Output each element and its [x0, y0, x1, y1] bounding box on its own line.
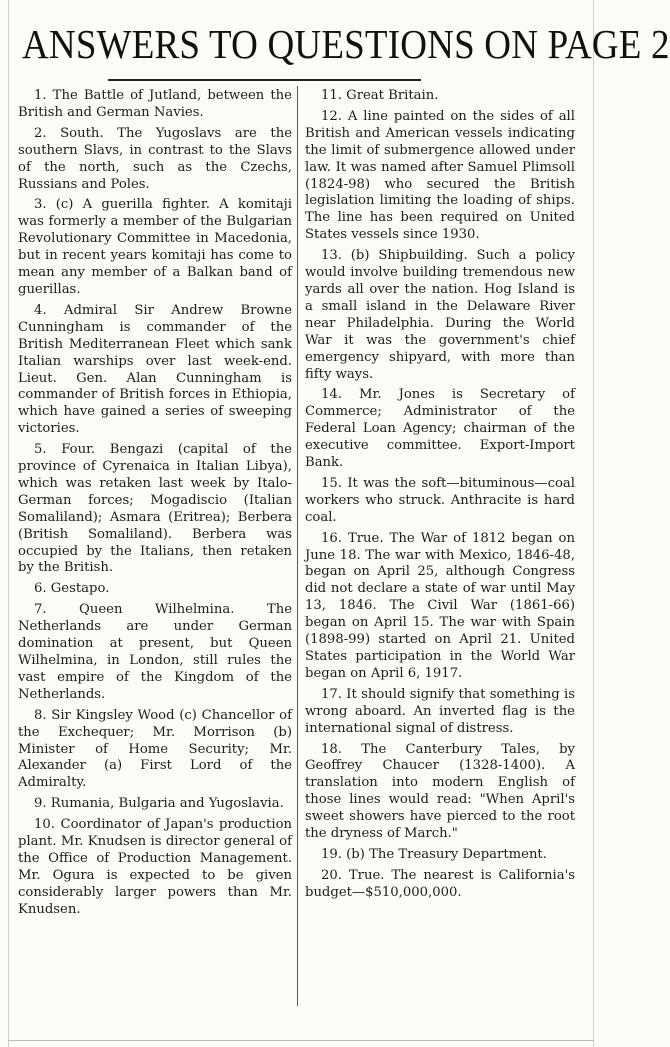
answer-6: 6. Gestapo. [34, 581, 110, 597]
answer-5: 5. Four. Bengazi (capital of the province of Cyrenaica in Italian Libya), which was retaken last week by Italo-German forces; Mogadiscio (Italian Somaliland); Asmara (Eritrea); Berbera (British Somaliland). Berbera was occupied by the Italians, then retaken by the British. [18, 442, 292, 576]
answer-17: 17. It should signify that something is wrong aboard. An inverted flag is the international signal of distress. [305, 686, 575, 736]
right-column [305, 88, 575, 906]
answer-16: 16. True. The War of 1812 began on June 18. The war with Mexico, 1846-48, began on April 25, although Congress did not declare a state of war until May 13, 1846. The Civil War (1861-66) began on April 15. The war with Spain (1898-99) started on April 21. United States participation in the World War began on April 6, 1917. [305, 530, 575, 681]
column-divider [297, 86, 298, 1006]
answer-12: 12. A line painted on the sides of all British and American vessels indicating the limit of submergence allowed under law. It was named after Samuel Plimsoll (1824-98) who secured the British legislation limiting the loading of ships. The line has been required on United States vessels since 1930. [305, 108, 575, 243]
answer-15: 15. It was the soft—bituminous—coal workers who struck. Anthracite is hard coal. [305, 475, 575, 525]
answer-13: 13. (b) Shipbuilding. Such a policy would involve building tremendous new yards all over the nation. Hog Island is a small island in the Delaware River near Philadelphia. During the World War it was the government's chief emergency shipyard, with more than fifty ways. [305, 248, 575, 382]
answer-11: 11. Great Britain. [321, 88, 439, 103]
answer-14: 14. Mr. Jones is Secretary of Commerce; Administrator of the Federal Loan Agency; chairman of the executive committee. Export-Import Bank. [305, 387, 575, 471]
answer-4: 4. Admiral Sir Andrew Browne Cunningham is commander of the British Mediterranean Fleet which sank Italian warships over last week-end. Lieut. Gen. Alan Cunningham is commander of British forces in Ethiopia, which have gained a series of sweeping victories. [18, 302, 292, 437]
left-column [18, 88, 292, 923]
answer-10: 10. Coordinator of Japan's production plant. Mr. Knudsen is director general of the Office of Production Management. Mr. Ogura is expected to be given considerably larger powers than Mr. Knudsen. [18, 817, 292, 917]
headline: ANSWERS TO QUESTIONS ON PAGE 2 [22, 22, 670, 68]
answer-9: 9. Rumania, Bulgaria and Yugoslavia. [34, 796, 284, 812]
answer-18: 18. The Canterbury Tales, by Geoffrey Chaucer (1328-1400). A translation into modern English of those lines would read: "When April's sweet showers have pierced to the root the dryness of March." [305, 741, 575, 842]
clipping-bottom-edge [8, 1040, 594, 1041]
answer-7: 7. Queen Wilhelmina. The Netherlands are under German domination at present, but Queen Wilhelmina, in London, still rules the vast empire of the Kingdom of the Netherlands. [18, 602, 292, 702]
answer-19: 19. (b) The Treasury Department. [321, 846, 547, 862]
answer-3: 3. (c) A guerilla fighter. A komitaji was formerly a member of the Bulgarian Revolutionary Committee in Macedonia, but in recent years komitaji has come to mean any member of a Balkan band of guerillas. [18, 197, 292, 297]
answer-2: 2. South. The Yugoslavs are the southern Slavs, in contrast to the Slavs of the north, such as the Czechs, Russians and Poles. [18, 125, 292, 192]
headline-rule [108, 79, 421, 81]
answer-20: 20. True. The nearest is California's budget—$510,000,000. [305, 867, 575, 900]
answer-1: 1. The Battle of Jutland, between the British and German Navies. [18, 88, 292, 120]
answer-8: 8. Sir Kingsley Wood (c) Chancellor of the Exchequer; Mr. Morrison (b) Minister of Home Security; Mr. Alexander (a) First Lord of the Admiralty. [18, 707, 292, 791]
